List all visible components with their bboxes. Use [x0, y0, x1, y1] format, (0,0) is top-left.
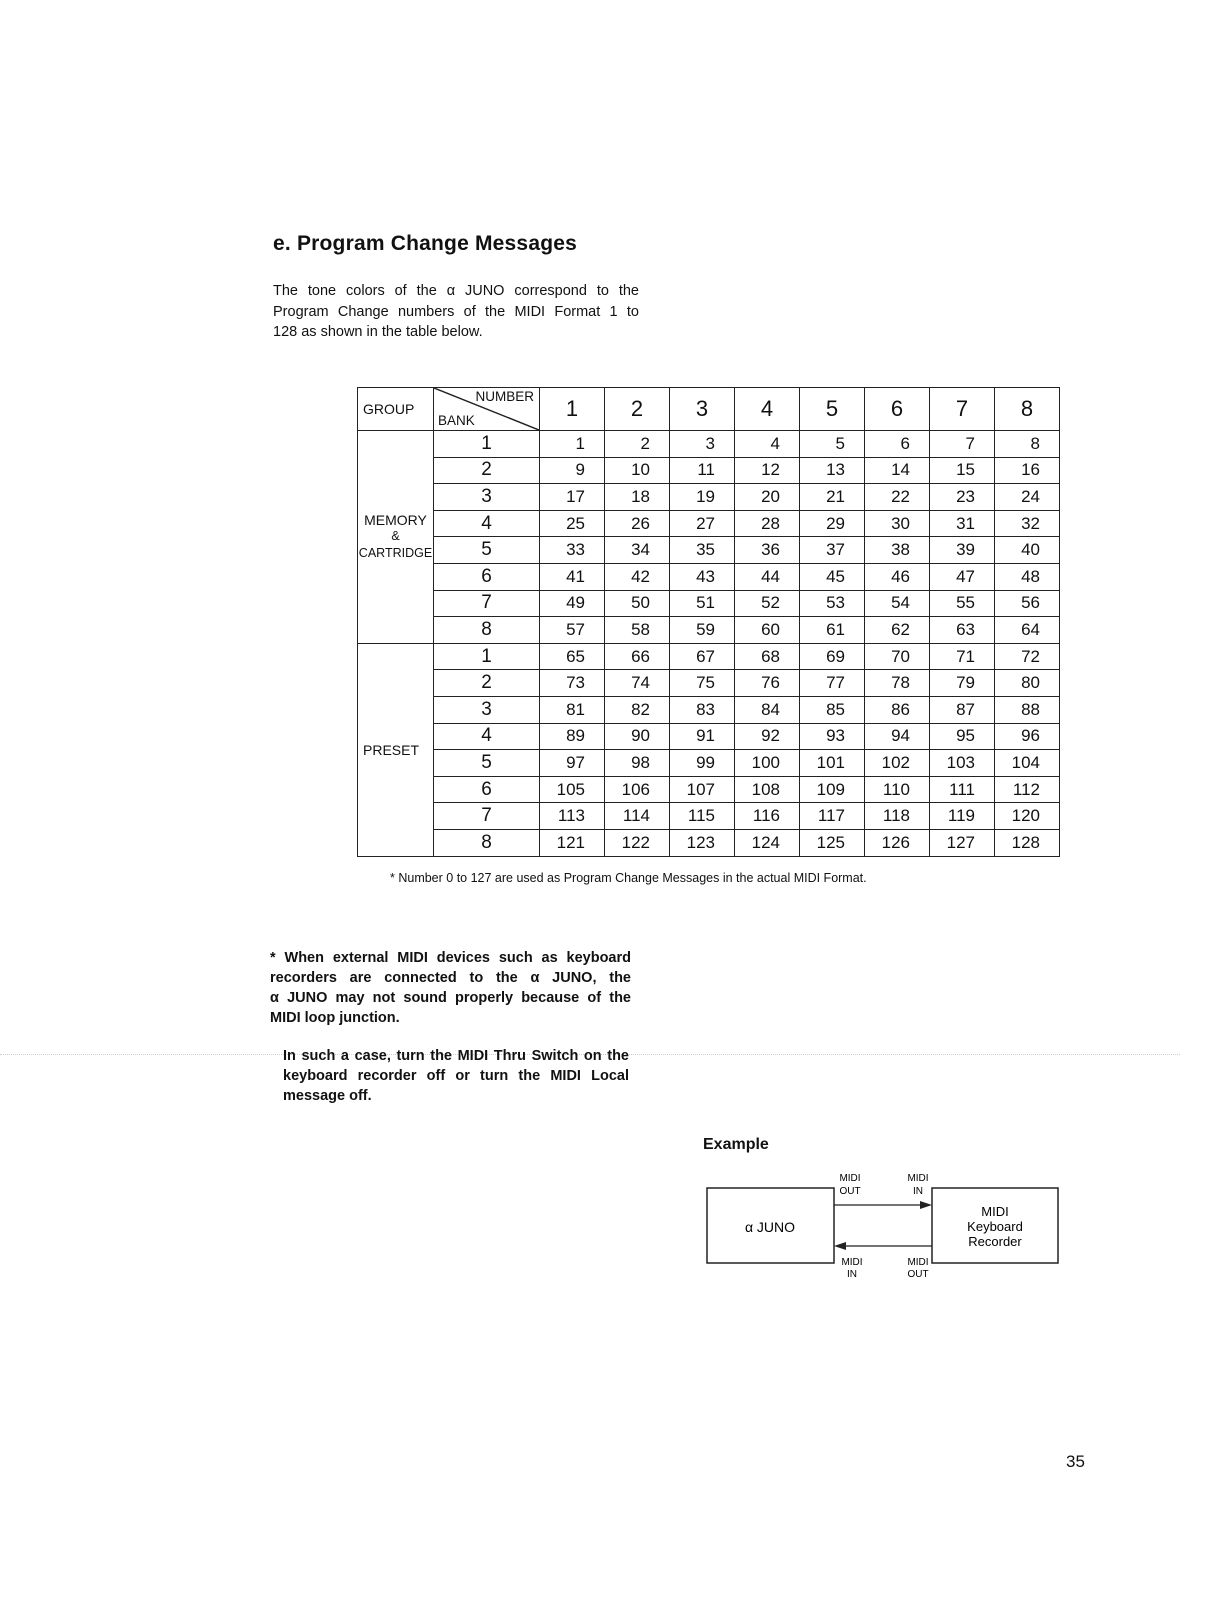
bank-number-cell: 3 [434, 484, 540, 511]
section-heading: e. Program Change Messages [273, 232, 577, 255]
bank-number-cell: 8 [434, 829, 540, 856]
arrow-right-icon [920, 1201, 932, 1209]
warning-line: * When external MIDI devices such as keyboard [270, 950, 631, 966]
program-number-cell: 125 [800, 829, 865, 856]
program-number-cell: 12 [735, 457, 800, 484]
intro-line: Program Change numbers of the MIDI Format 1 to [273, 303, 639, 320]
program-number-cell: 99 [670, 750, 735, 777]
table-row [358, 457, 1060, 484]
program-number-cell: 128 [995, 829, 1060, 856]
program-number-cell: 82 [605, 696, 670, 723]
program-number-cell: 110 [865, 776, 930, 803]
program-number-cell: 106 [605, 776, 670, 803]
program-number-cell: 5 [800, 431, 865, 458]
program-number-cell: 18 [605, 484, 670, 511]
program-number-cell: 35 [670, 537, 735, 564]
bank-number-cell: 7 [434, 590, 540, 617]
program-number-cell: 3 [670, 431, 735, 458]
table-row [358, 750, 1060, 777]
program-number-cell: 6 [865, 431, 930, 458]
program-number-cell: 114 [605, 803, 670, 830]
program-number-cell: 121 [540, 829, 605, 856]
program-number-cell: 119 [930, 803, 995, 830]
program-number-cell: 92 [735, 723, 800, 750]
program-number-cell: 117 [800, 803, 865, 830]
table-row [358, 670, 1060, 697]
table-row [358, 617, 1060, 644]
number-label: NUMBER [475, 389, 534, 404]
program-number-cell: 98 [605, 750, 670, 777]
program-number-cell: 57 [540, 617, 605, 644]
program-number-cell: 104 [995, 750, 1060, 777]
program-number-cell: 87 [930, 696, 995, 723]
bank-number-cell: 1 [434, 431, 540, 458]
column-header: 6 [865, 388, 930, 431]
program-number-cell: 95 [930, 723, 995, 750]
program-number-cell: 32 [995, 510, 1060, 537]
program-number-cell: 9 [540, 457, 605, 484]
table-row [358, 829, 1060, 856]
program-number-cell: 111 [930, 776, 995, 803]
program-number-cell: 14 [865, 457, 930, 484]
bank-number-cell: 3 [434, 696, 540, 723]
program-number-cell: 126 [865, 829, 930, 856]
program-number-cell: 29 [800, 510, 865, 537]
program-number-cell: 81 [540, 696, 605, 723]
program-number-cell: 91 [670, 723, 735, 750]
juno-label: α JUNO [744, 1219, 796, 1235]
program-number-cell: 11 [670, 457, 735, 484]
midi-connection-diagram [706, 1170, 1062, 1285]
program-number-cell: 40 [995, 537, 1060, 564]
intro-line: The tone colors of the α JUNO correspond to the [273, 283, 639, 299]
program-number-cell: 120 [995, 803, 1060, 830]
program-number-cell: 33 [540, 537, 605, 564]
intro-paragraph [273, 281, 639, 343]
program-number-cell: 50 [605, 590, 670, 617]
group-label-cell [358, 431, 434, 644]
juno-in-port-label: IN [847, 1269, 857, 1280]
program-number-cell: 100 [735, 750, 800, 777]
recorder-label-line: Recorder [968, 1234, 1022, 1249]
program-number-cell: 102 [865, 750, 930, 777]
program-number-cell: 107 [670, 776, 735, 803]
program-number-cell: 48 [995, 563, 1060, 590]
program-number-cell: 76 [735, 670, 800, 697]
program-number-cell: 54 [865, 590, 930, 617]
solution-line: keyboard recorder off or turn the MIDI Local [283, 1068, 629, 1084]
page-number: 35 [1066, 1452, 1085, 1471]
program-number-cell: 49 [540, 590, 605, 617]
group-label-line: CARTRIDGE [358, 545, 433, 560]
column-header: 2 [605, 388, 670, 431]
solution-line: In such a case, turn the MIDI Thru Switch on the [283, 1048, 629, 1064]
bank-number-cell: 5 [434, 750, 540, 777]
program-number-cell: 71 [930, 643, 995, 670]
midi-loop-warning [270, 948, 631, 1028]
program-number-cell: 101 [800, 750, 865, 777]
midi-loop-solution [283, 1046, 629, 1106]
program-number-cell: 37 [800, 537, 865, 564]
program-number-cell: 83 [670, 696, 735, 723]
group-column-header: GROUP [358, 388, 434, 431]
program-number-cell: 24 [995, 484, 1060, 511]
program-number-cell: 93 [800, 723, 865, 750]
bank-number-cell: 4 [434, 510, 540, 537]
program-number-cell: 69 [800, 643, 865, 670]
program-number-cell: 1 [540, 431, 605, 458]
program-number-cell: 75 [670, 670, 735, 697]
program-number-cell: 86 [865, 696, 930, 723]
program-number-cell: 124 [735, 829, 800, 856]
program-number-cell: 116 [735, 803, 800, 830]
column-header: 4 [735, 388, 800, 431]
program-number-cell: 97 [540, 750, 605, 777]
bank-number-cell: 6 [434, 776, 540, 803]
program-number-cell: 88 [995, 696, 1060, 723]
program-number-cell: 105 [540, 776, 605, 803]
recorder-out-port-label: OUT [907, 1269, 929, 1280]
warning-line: α JUNO may not sound properly because of the [270, 990, 631, 1006]
program-number-cell: 122 [605, 829, 670, 856]
example-title: Example [703, 1136, 769, 1153]
number-bank-corner-header [434, 388, 540, 431]
column-header: 8 [995, 388, 1060, 431]
group-label-cell [358, 643, 434, 856]
table-row [358, 510, 1060, 537]
bank-number-cell: 5 [434, 537, 540, 564]
bank-number-cell: 2 [434, 670, 540, 697]
table-row [358, 696, 1060, 723]
program-number-cell: 10 [605, 457, 670, 484]
program-number-cell: 77 [800, 670, 865, 697]
table-row [358, 484, 1060, 511]
program-number-cell: 70 [865, 643, 930, 670]
program-number-cell: 21 [800, 484, 865, 511]
table-row [358, 563, 1060, 590]
program-number-cell: 4 [735, 431, 800, 458]
program-number-cell: 64 [995, 617, 1060, 644]
program-number-cell: 72 [995, 643, 1060, 670]
program-number-cell: 80 [995, 670, 1060, 697]
program-number-cell: 38 [865, 537, 930, 564]
program-number-cell: 41 [540, 563, 605, 590]
table-body [358, 431, 1060, 857]
program-number-cell: 66 [605, 643, 670, 670]
program-number-cell: 28 [735, 510, 800, 537]
program-number-cell: 8 [995, 431, 1060, 458]
program-number-cell: 89 [540, 723, 605, 750]
solution-line: message off. [283, 1088, 372, 1104]
table-footnote: * Number 0 to 127 are used as Program Change Messages in the actual MIDI Format. [390, 871, 867, 885]
program-change-table [357, 387, 1060, 857]
program-number-cell: 43 [670, 563, 735, 590]
column-header: 3 [670, 388, 735, 431]
table-row [358, 723, 1060, 750]
program-number-cell: 53 [800, 590, 865, 617]
bank-number-cell: 8 [434, 617, 540, 644]
program-number-cell: 85 [800, 696, 865, 723]
juno-in-port-label: MIDI [841, 1257, 863, 1268]
bank-number-cell: 7 [434, 803, 540, 830]
program-number-cell: 39 [930, 537, 995, 564]
program-number-cell: 103 [930, 750, 995, 777]
program-number-cell: 74 [605, 670, 670, 697]
program-number-cell: 55 [930, 590, 995, 617]
program-number-cell: 68 [735, 643, 800, 670]
table-row [358, 431, 1060, 458]
program-number-cell: 13 [800, 457, 865, 484]
program-number-cell: 34 [605, 537, 670, 564]
table-row [358, 590, 1060, 617]
program-number-cell: 26 [605, 510, 670, 537]
program-number-cell: 46 [865, 563, 930, 590]
program-number-cell: 96 [995, 723, 1060, 750]
program-number-cell: 27 [670, 510, 735, 537]
program-number-cell: 17 [540, 484, 605, 511]
arrow-left-icon [834, 1242, 846, 1250]
program-number-cell: 118 [865, 803, 930, 830]
program-number-cell: 90 [605, 723, 670, 750]
program-number-cell: 36 [735, 537, 800, 564]
program-number-cell: 31 [930, 510, 995, 537]
program-number-cell: 7 [930, 431, 995, 458]
program-number-cell: 59 [670, 617, 735, 644]
program-number-cell: 115 [670, 803, 735, 830]
program-number-cell: 42 [605, 563, 670, 590]
program-number-cell: 113 [540, 803, 605, 830]
program-number-cell: 60 [735, 617, 800, 644]
group-label-line: MEMORY [364, 511, 427, 528]
table-header-row [358, 388, 1060, 431]
bank-label: BANK [438, 413, 475, 428]
table-row [358, 776, 1060, 803]
table-row [358, 537, 1060, 564]
program-number-cell: 127 [930, 829, 995, 856]
recorder-out-port-label: MIDI [907, 1257, 929, 1268]
recorder-label-line: MIDI [981, 1204, 1009, 1219]
juno-out-port-label: OUT [839, 1186, 861, 1197]
group-label-line: PRESET [363, 741, 420, 758]
program-number-cell: 2 [605, 431, 670, 458]
program-number-cell: 30 [865, 510, 930, 537]
column-header: 1 [540, 388, 605, 431]
program-number-cell: 47 [930, 563, 995, 590]
program-number-cell: 67 [670, 643, 735, 670]
program-number-cell: 45 [800, 563, 865, 590]
program-number-cell: 79 [930, 670, 995, 697]
program-number-cell: 58 [605, 617, 670, 644]
recorder-in-port-label: MIDI [907, 1173, 929, 1184]
warning-line: recorders are connected to the α JUNO, the [270, 970, 631, 986]
bank-number-cell: 2 [434, 457, 540, 484]
program-number-cell: 65 [540, 643, 605, 670]
bank-number-cell: 1 [434, 643, 540, 670]
program-number-cell: 19 [670, 484, 735, 511]
recorder-label-line: Keyboard [967, 1219, 1023, 1234]
program-number-cell: 44 [735, 563, 800, 590]
program-number-cell: 112 [995, 776, 1060, 803]
bank-number-cell: 6 [434, 563, 540, 590]
program-number-cell: 56 [995, 590, 1060, 617]
program-number-cell: 123 [670, 829, 735, 856]
recorder-in-port-label: IN [913, 1186, 923, 1197]
column-header: 7 [930, 388, 995, 431]
column-header: 5 [800, 388, 865, 431]
program-number-cell: 73 [540, 670, 605, 697]
program-number-cell: 16 [995, 457, 1060, 484]
program-number-cell: 15 [930, 457, 995, 484]
program-number-cell: 23 [930, 484, 995, 511]
program-number-cell: 109 [800, 776, 865, 803]
bank-number-cell: 4 [434, 723, 540, 750]
program-number-cell: 51 [670, 590, 735, 617]
juno-out-port-label: MIDI [839, 1173, 861, 1184]
warning-line: MIDI loop junction. [270, 1010, 400, 1026]
intro-line: 128 as shown in the table below. [273, 324, 483, 340]
program-number-cell: 78 [865, 670, 930, 697]
program-number-cell: 20 [735, 484, 800, 511]
table-row [358, 643, 1060, 670]
table-row [358, 803, 1060, 830]
program-number-cell: 61 [800, 617, 865, 644]
program-number-cell: 63 [930, 617, 995, 644]
program-number-cell: 22 [865, 484, 930, 511]
program-number-cell: 62 [865, 617, 930, 644]
program-number-cell: 84 [735, 696, 800, 723]
group-label-line: & [391, 528, 400, 543]
program-number-cell: 52 [735, 590, 800, 617]
program-number-cell: 108 [735, 776, 800, 803]
program-number-cell: 94 [865, 723, 930, 750]
program-number-cell: 25 [540, 510, 605, 537]
